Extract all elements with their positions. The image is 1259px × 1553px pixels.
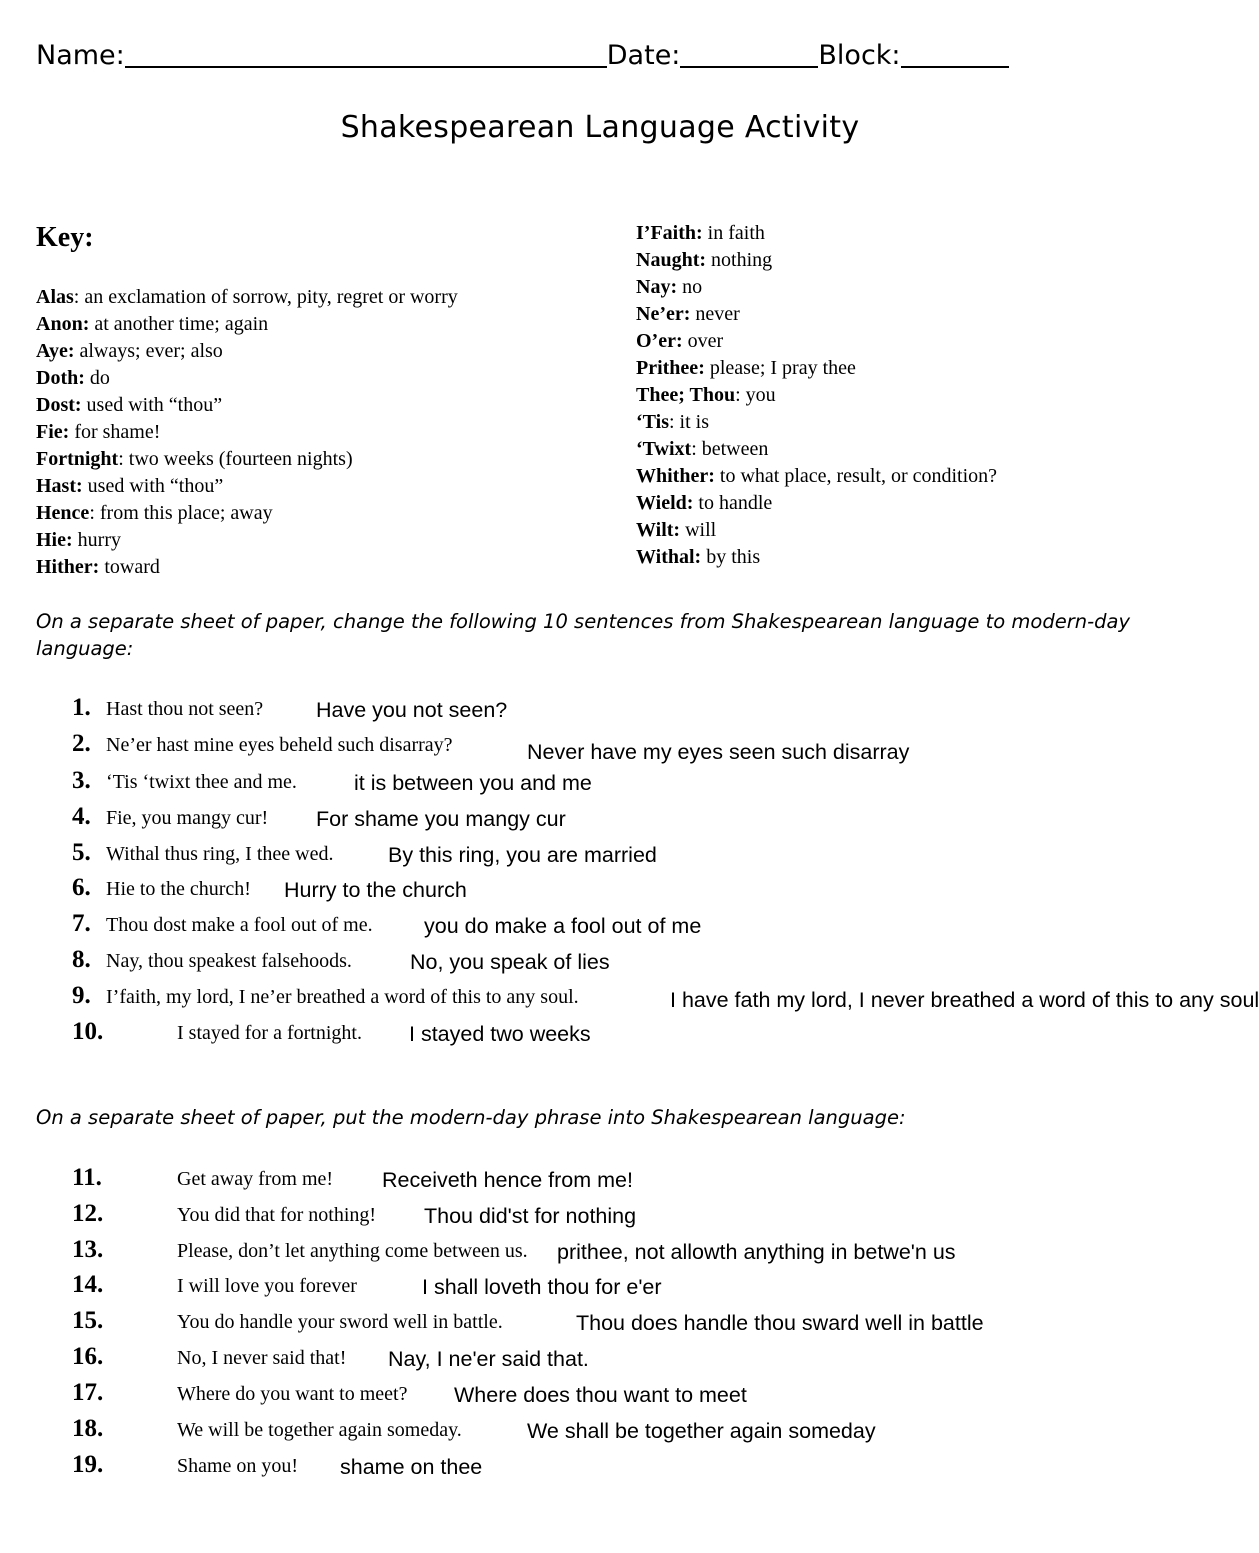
key-definition: to what place, result, or condition? [714, 465, 998, 487]
item-number: 3. [72, 767, 91, 794]
item-number: 11. [72, 1164, 102, 1191]
key-entry [636, 274, 997, 301]
item-answer[interactable]: For shame you mangy cur [316, 807, 566, 831]
key-entry [636, 355, 997, 382]
key-definition: by this [701, 546, 761, 568]
key-definition: : it is [668, 411, 709, 433]
key-term: Wilt: [636, 519, 681, 541]
key-term: Ne’er: [636, 303, 691, 325]
key-definition: over [682, 330, 724, 352]
key-definition: : between [691, 438, 769, 460]
key-entry [36, 419, 458, 446]
item-answer[interactable]: We shall be together again someday [527, 1419, 876, 1443]
key-term: Hast: [36, 475, 83, 497]
key-entry [36, 554, 458, 581]
key-term: I’Faith: [636, 222, 703, 244]
key-term: Hence [36, 502, 90, 524]
item-answer[interactable]: it is between you and me [354, 771, 592, 795]
key-term: Aye: [36, 340, 75, 362]
item-number: 17. [72, 1379, 104, 1406]
header-fields [36, 40, 1009, 71]
item-question: I stayed for a fortnight. [177, 1022, 362, 1044]
item-question: You did that for nothing! [177, 1204, 377, 1226]
item-question: Ne’er hast mine eyes beheld such disarray? [106, 734, 453, 756]
key-definition: in faith [702, 222, 765, 244]
key-definition: always; ever; also [74, 340, 223, 362]
key-term: O’er: [636, 330, 683, 352]
date-blank[interactable] [680, 40, 818, 68]
item-answer[interactable]: Thou did'st for nothing [424, 1204, 637, 1228]
key-term: Whither: [636, 465, 715, 487]
item-number: 2. [72, 730, 91, 757]
item-question: Hast thou not seen? [106, 698, 264, 720]
instructions-translate-to-modern: On a separate sheet of paper, change the following 10 sentences from Shakespearean language to modern-day language: [36, 610, 1130, 660]
item-number: 18. [72, 1415, 104, 1442]
key-term: Fortnight [36, 448, 119, 470]
item-answer[interactable]: Where does thou want to meet [454, 1383, 747, 1407]
key-entry [36, 446, 458, 473]
item-answer[interactable]: I stayed two weeks [409, 1022, 591, 1046]
key-entry [636, 220, 997, 247]
key-entry [36, 338, 458, 365]
key-definition: do [84, 367, 110, 389]
key-term: Alas [36, 286, 74, 308]
item-question: No, I never said that! [177, 1347, 347, 1369]
key-entry [636, 247, 997, 274]
key-term: Hie: [36, 529, 73, 551]
key-definition: toward [99, 556, 160, 578]
page-title: Shakespearean Language Activity [340, 110, 860, 145]
key-definition: : an exclamation of sorrow, pity, regret or worry [73, 286, 458, 308]
block-blank[interactable] [901, 40, 1009, 68]
item-answer[interactable]: Hurry to the church [284, 878, 467, 902]
key-list-right [636, 220, 997, 571]
key-definition: at another time; again [89, 313, 269, 335]
item-number: 7. [72, 910, 91, 937]
key-entry [36, 473, 458, 500]
item-number: 14. [72, 1271, 104, 1298]
item-answer[interactable]: By this ring, you are married [388, 843, 657, 867]
item-question: Withal thus ring, I thee wed. [106, 843, 334, 865]
key-entry [636, 436, 997, 463]
key-term: Withal: [636, 546, 702, 568]
key-term: Naught: [636, 249, 707, 271]
key-definition: no [677, 276, 703, 298]
key-entry [636, 490, 997, 517]
item-answer[interactable]: shame on thee [340, 1455, 483, 1479]
key-definition: used with “thou” [82, 475, 224, 497]
key-entry [636, 463, 997, 490]
item-number: 16. [72, 1343, 104, 1370]
item-answer[interactable]: Have you not seen? [316, 698, 508, 722]
key-definition: : from this place; away [89, 502, 273, 524]
item-question: Fie, you mangy cur! [106, 807, 269, 829]
key-definition: never [690, 303, 740, 325]
key-entry [36, 284, 458, 311]
item-question: Nay, thou speakest falsehoods. [106, 950, 352, 972]
key-entry [636, 382, 997, 409]
key-list-left [36, 284, 458, 581]
item-question: I will love you forever [177, 1275, 357, 1297]
key-definition: used with “thou” [81, 394, 223, 416]
instructions-translate-to-shakespearean: On a separate sheet of paper, put the modern-day phrase into Shakespearean language: [36, 1106, 906, 1129]
item-question: Shame on you! [177, 1455, 299, 1477]
key-entry [636, 409, 997, 436]
item-question: Where do you want to meet? [177, 1383, 408, 1405]
item-number: 15. [72, 1307, 104, 1334]
name-label: Name: [36, 40, 125, 71]
item-number: 13. [72, 1236, 104, 1263]
item-number: 19. [72, 1451, 104, 1478]
item-answer[interactable]: Receiveth hence from me! [382, 1168, 633, 1192]
item-number: 4. [72, 803, 91, 830]
key-entry [36, 311, 458, 338]
item-answer[interactable]: I have fath my lord, I never breathed a word of this to any soul [670, 988, 1259, 1012]
key-term: Anon: [36, 313, 90, 335]
key-term: Doth: [36, 367, 85, 389]
key-entry [636, 544, 997, 571]
date-label: Date: [606, 40, 681, 71]
key-entry [36, 500, 458, 527]
key-definition: nothing [706, 249, 773, 271]
item-number: 10. [72, 1018, 104, 1045]
key-definition: will [680, 519, 717, 541]
item-answer[interactable]: prithee, not allowth anything in betwe'n us [557, 1240, 956, 1264]
key-entry [636, 301, 997, 328]
item-question: You do handle your sword well in battle. [177, 1311, 503, 1333]
key-term: Thee; Thou [636, 384, 736, 406]
item-question: Thou dost make a fool out of me. [106, 914, 373, 936]
key-entry [36, 527, 458, 554]
key-term: ‘Twixt [636, 438, 692, 460]
item-question: We will be together again someday. [177, 1419, 462, 1441]
key-term: Nay: [636, 276, 678, 298]
item-question: Hie to the church! [106, 878, 251, 900]
key-definition: to handle [693, 492, 773, 514]
key-term: Hither: [36, 556, 100, 578]
item-number: 6. [72, 874, 91, 901]
key-entry [36, 392, 458, 419]
item-number: 8. [72, 946, 91, 973]
key-entry [636, 328, 997, 355]
item-answer[interactable]: I shall loveth thou for e'er [422, 1275, 662, 1299]
name-blank[interactable] [125, 40, 607, 68]
key-definition: : two weeks (fourteen nights) [118, 448, 353, 470]
block-label: Block: [818, 40, 901, 71]
key-term: Prithee: [636, 357, 705, 379]
key-term: Fie: [36, 421, 70, 443]
item-number: 1. [72, 694, 91, 721]
key-entry [636, 517, 997, 544]
item-question: Get away from me! [177, 1168, 334, 1190]
key-term: Dost: [36, 394, 82, 416]
item-number: 5. [72, 839, 91, 866]
key-definition: for shame! [69, 421, 161, 443]
item-answer[interactable]: you do make a fool out of me [424, 914, 702, 938]
key-definition: hurry [72, 529, 121, 551]
item-number: 9. [72, 982, 91, 1009]
item-answer[interactable]: No, you speak of lies [410, 950, 610, 974]
item-answer[interactable]: Never have my eyes seen such disarray [527, 740, 910, 764]
item-question: Please, don’t let anything come between us. [177, 1240, 528, 1262]
item-answer[interactable]: Nay, I ne'er said that. [388, 1347, 589, 1371]
item-question: ‘Tis ‘twixt thee and me. [106, 771, 297, 793]
key-term: Wield: [636, 492, 694, 514]
key-term: ‘Tis [636, 411, 669, 433]
key-definition: please; I pray thee [704, 357, 856, 379]
item-answer[interactable]: Thou does handle thou sward well in battle [576, 1311, 984, 1335]
key-heading: Key: [36, 222, 94, 253]
key-entry [36, 365, 458, 392]
item-question: I’faith, my lord, I ne’er breathed a word of this to any soul. [106, 986, 579, 1008]
item-number: 12. [72, 1200, 104, 1227]
key-definition: : you [735, 384, 776, 406]
